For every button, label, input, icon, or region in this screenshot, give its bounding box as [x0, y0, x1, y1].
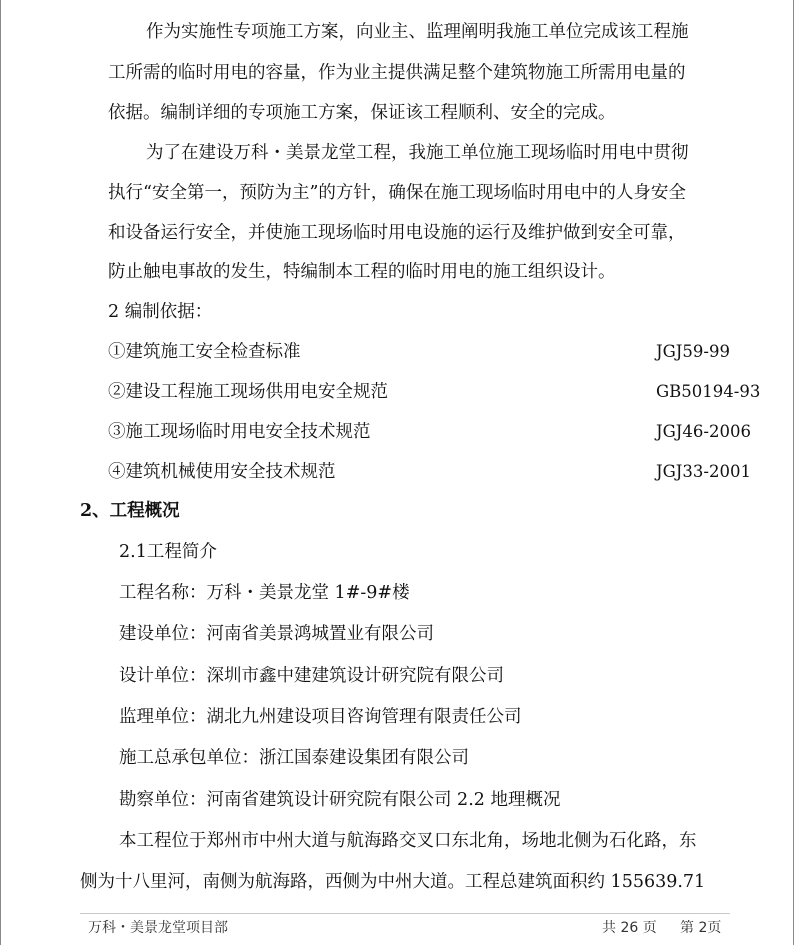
field-project-name: 工程名称：万科・美景龙堂 1#-9#楼 — [119, 583, 410, 603]
basis-item-2-code: GB50194-93 — [656, 382, 761, 401]
intro-para2-line3: 和设备运行安全，并使施工现场临时用电设施的运行及维护做到安全可靠， — [108, 223, 686, 243]
basis-item-1-code: JGJ59-99 — [656, 342, 730, 361]
footer-divider — [80, 913, 730, 914]
field-surveyor: 勘察单位：河南省建筑设计研究院有限公司 2.2 地理概况 — [119, 790, 561, 810]
basis-item-1-name: ①建筑施工安全检查标准 — [108, 342, 301, 362]
geo-line1: 本工程位于郑州市中州大道与航海路交叉口东北角，场地北侧为石化路，东 — [119, 831, 697, 851]
basis-title: 2 编制依据： — [108, 302, 213, 322]
intro-para1-line1: 作为实施性专项施工方案，向业主、监理阐明我施工单位完成该工程施 — [146, 22, 689, 42]
basis-item-2 — [108, 380, 761, 404]
basis-item-4-code: JGJ33-2001 — [656, 462, 751, 481]
intro-para2-line4: 防止触电事故的发生，特编制本工程的临时用电的施工组织设计。 — [108, 262, 616, 282]
basis-item-4-name: ④建筑机械使用安全技术规范 — [108, 462, 336, 482]
field-designer: 设计单位：深圳市鑫中建建筑设计研究院有限公司 — [119, 666, 504, 686]
field-contractor: 施工总承包单位：浙江国泰建设集团有限公司 — [119, 748, 469, 768]
geo-line2: 侧为十八里河，南侧为航海路，西侧为中州大道。工程总建筑面积约 155639.71 — [80, 872, 706, 892]
basis-item-1 — [108, 340, 728, 364]
basis-item-3-code: JGJ46-2006 — [656, 422, 751, 441]
basis-item-4 — [108, 460, 751, 484]
field-supervisor: 监理单位：湖北九州建设项目咨询管理有限责任公司 — [119, 707, 522, 727]
intro-para2-line1: 为了在建设万科・美景龙堂工程，我施工单位施工现场临时用电中贯彻 — [146, 143, 689, 163]
intro-para2-line2: 执行“安全第一，预防为主”的方针，确保在施工现场临时用电中的人身安全 — [108, 183, 686, 203]
basis-item-3-name: ③施工现场临时用电安全技术规范 — [108, 422, 371, 442]
basis-item-3 — [108, 420, 751, 444]
intro-para1-line3: 依据。编制详细的专项施工方案，保证该工程顺利、安全的完成。 — [108, 103, 616, 123]
subsection-title: 2.1工程简介 — [119, 542, 217, 562]
section-heading: 2、工程概况 — [80, 501, 180, 521]
intro-para1-line2: 工所需的临时用电的容量，作为业主提供满足整个建筑物施工所需用电量的 — [108, 63, 686, 83]
footer-project: 万科・美景龙堂项目部 — [88, 920, 228, 936]
field-owner: 建设单位：河南省美景鸿城置业有限公司 — [119, 624, 434, 644]
footer-total-pages: 共 26 页 — [602, 920, 657, 936]
basis-item-2-name: ②建设工程施工现场供用电安全规范 — [108, 382, 388, 402]
footer-page-number: 第 2页 — [680, 920, 722, 936]
